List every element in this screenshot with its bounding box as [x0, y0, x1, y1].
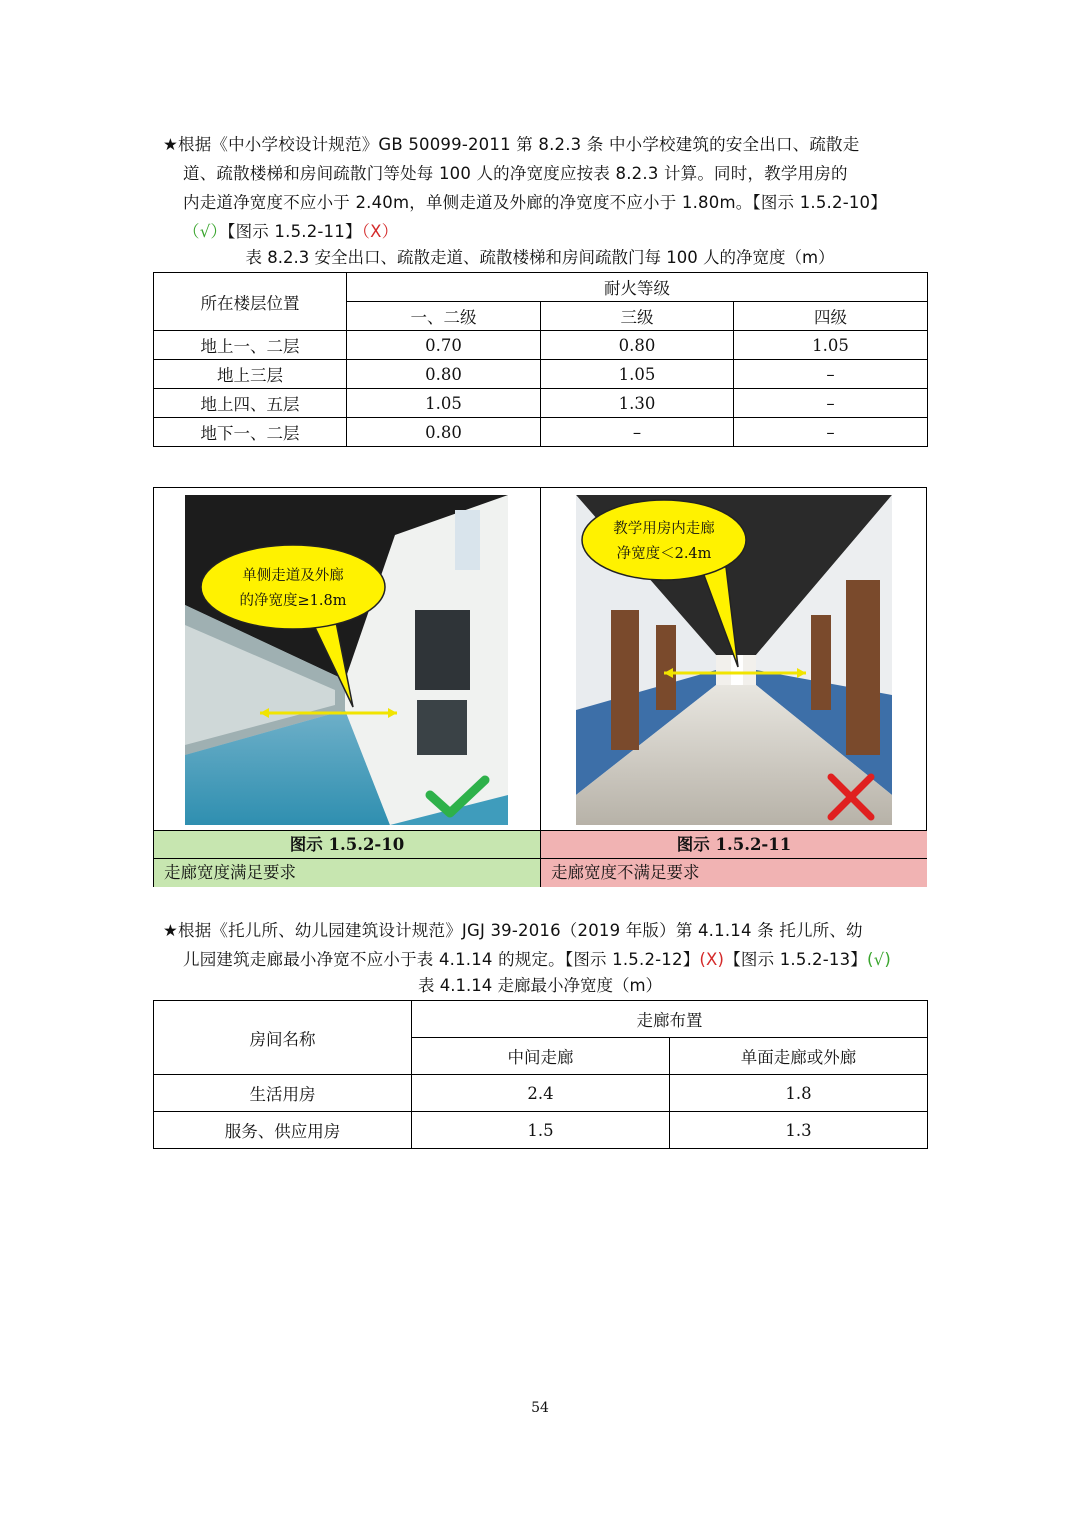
bubble-text-ok-1: 单侧走道及外廊	[242, 568, 344, 584]
para2-line1: ★根据《托儿所、幼儿园建筑设计规范》JGJ 39-2016（2019 年版）第 4.1.14 条 托儿所、幼	[163, 921, 863, 940]
table-cell: 2.4	[412, 1075, 670, 1112]
bad-mark: （X）	[361, 222, 399, 241]
table-cell: 服务、供应用房	[154, 1112, 412, 1149]
table2-caption: 表 4.1.14 走廊最小净宽度（m）	[417, 976, 663, 995]
bubble-text-ok-2: 的净宽度≥1.8m	[239, 593, 347, 609]
figure-ref: 【图示 1.5.2-13】	[724, 950, 867, 969]
para1-line2: 道、疏散楼梯和房间疏散门等处每 100 人的净宽度应按表 8.2.3 计算。同时，教学用房的	[183, 164, 848, 183]
table-cell: 0.70	[347, 331, 541, 360]
table-cell: 地下一、二层	[154, 418, 347, 447]
table-row	[154, 1112, 928, 1149]
table-cell: 0.80	[541, 331, 734, 360]
table-row	[154, 418, 928, 447]
table2-group-header: 走廊布置	[412, 1001, 928, 1038]
corridor-photo-ok	[185, 495, 508, 825]
table2-col-header: 中间走廊	[412, 1038, 670, 1075]
table1-level: 三级	[541, 302, 734, 331]
table-cell: 1.8	[670, 1075, 928, 1112]
figure-right-desc: 走廊宽度不满足要求	[541, 859, 927, 887]
figure-right	[541, 488, 927, 886]
bubble-text-bad-1: 教学用房内走廊	[613, 521, 715, 537]
table-corridor-width	[153, 1000, 928, 1149]
table-cell: 1.05	[347, 389, 541, 418]
table-cell: –	[734, 389, 928, 418]
corridor-photo-bad	[576, 495, 892, 825]
para1-line3: 内走道净宽度不应小于 2.40m，单侧走道及外廊的净宽度不应小于 1.80m。【图示 1.5.2-10】	[183, 193, 887, 212]
table-cell: 1.05	[734, 331, 928, 360]
table-cell: –	[734, 360, 928, 389]
para2-line2	[163, 945, 923, 974]
table1-row-header: 所在楼层位置	[154, 273, 347, 331]
para1-line4	[163, 217, 923, 246]
table-cell: 地上三层	[154, 360, 347, 389]
paragraph-school-standard	[163, 130, 923, 246]
table-cell: 1.30	[541, 389, 734, 418]
figure-right-title: 图示 1.5.2-11	[541, 830, 927, 859]
table-evacuation-width	[153, 272, 928, 447]
figure-panel	[153, 487, 927, 887]
table-cell: –	[734, 418, 928, 447]
figure-left	[154, 488, 541, 886]
bad-mark: (X)	[699, 950, 725, 969]
table-cell: 生活用房	[154, 1075, 412, 1112]
paragraph-kindergarten-standard	[163, 916, 923, 974]
table2-row-header: 房间名称	[154, 1001, 412, 1075]
table2-col-header: 单面走廊或外廊	[670, 1038, 928, 1075]
table1-caption: 表 8.2.3 安全出口、疏散走道、疏散楼梯和房间疏散门每 100 人的净宽度（m）	[245, 248, 835, 267]
table1-group-header: 耐火等级	[347, 273, 928, 302]
figure-ref: 【图示 1.5.2-11】	[227, 222, 362, 241]
para2-text: 儿园建筑走廊最小净宽不应小于表 4.1.14 的规定。【图示 1.5.2-12】	[183, 950, 700, 969]
table-cell: 地上一、二层	[154, 331, 347, 360]
ok-mark: (√)	[866, 950, 891, 969]
table-row	[154, 389, 928, 418]
table-row	[154, 331, 928, 360]
ok-mark: （√）	[183, 222, 228, 241]
table-cell: 1.5	[412, 1112, 670, 1149]
page-number: 54	[531, 1400, 549, 1416]
table-cell: –	[541, 418, 734, 447]
table-cell: 0.80	[347, 418, 541, 447]
table-cell: 地上四、五层	[154, 389, 347, 418]
table1-level: 一、二级	[347, 302, 541, 331]
table-row	[154, 1075, 928, 1112]
table-cell: 1.3	[670, 1112, 928, 1149]
bubble-text-bad-2: 净宽度＜2.4m	[616, 546, 712, 562]
para1-line1: ★根据《中小学校设计规范》GB 50099-2011 第 8.2.3 条 中小学校建筑的安全出口、疏散走	[163, 135, 860, 154]
table1-level: 四级	[734, 302, 928, 331]
table-cell: 1.05	[541, 360, 734, 389]
figure-left-title: 图示 1.5.2-10	[154, 830, 540, 859]
table-row	[154, 360, 928, 389]
table-cell: 0.80	[347, 360, 541, 389]
figure-left-desc: 走廊宽度满足要求	[154, 859, 540, 887]
